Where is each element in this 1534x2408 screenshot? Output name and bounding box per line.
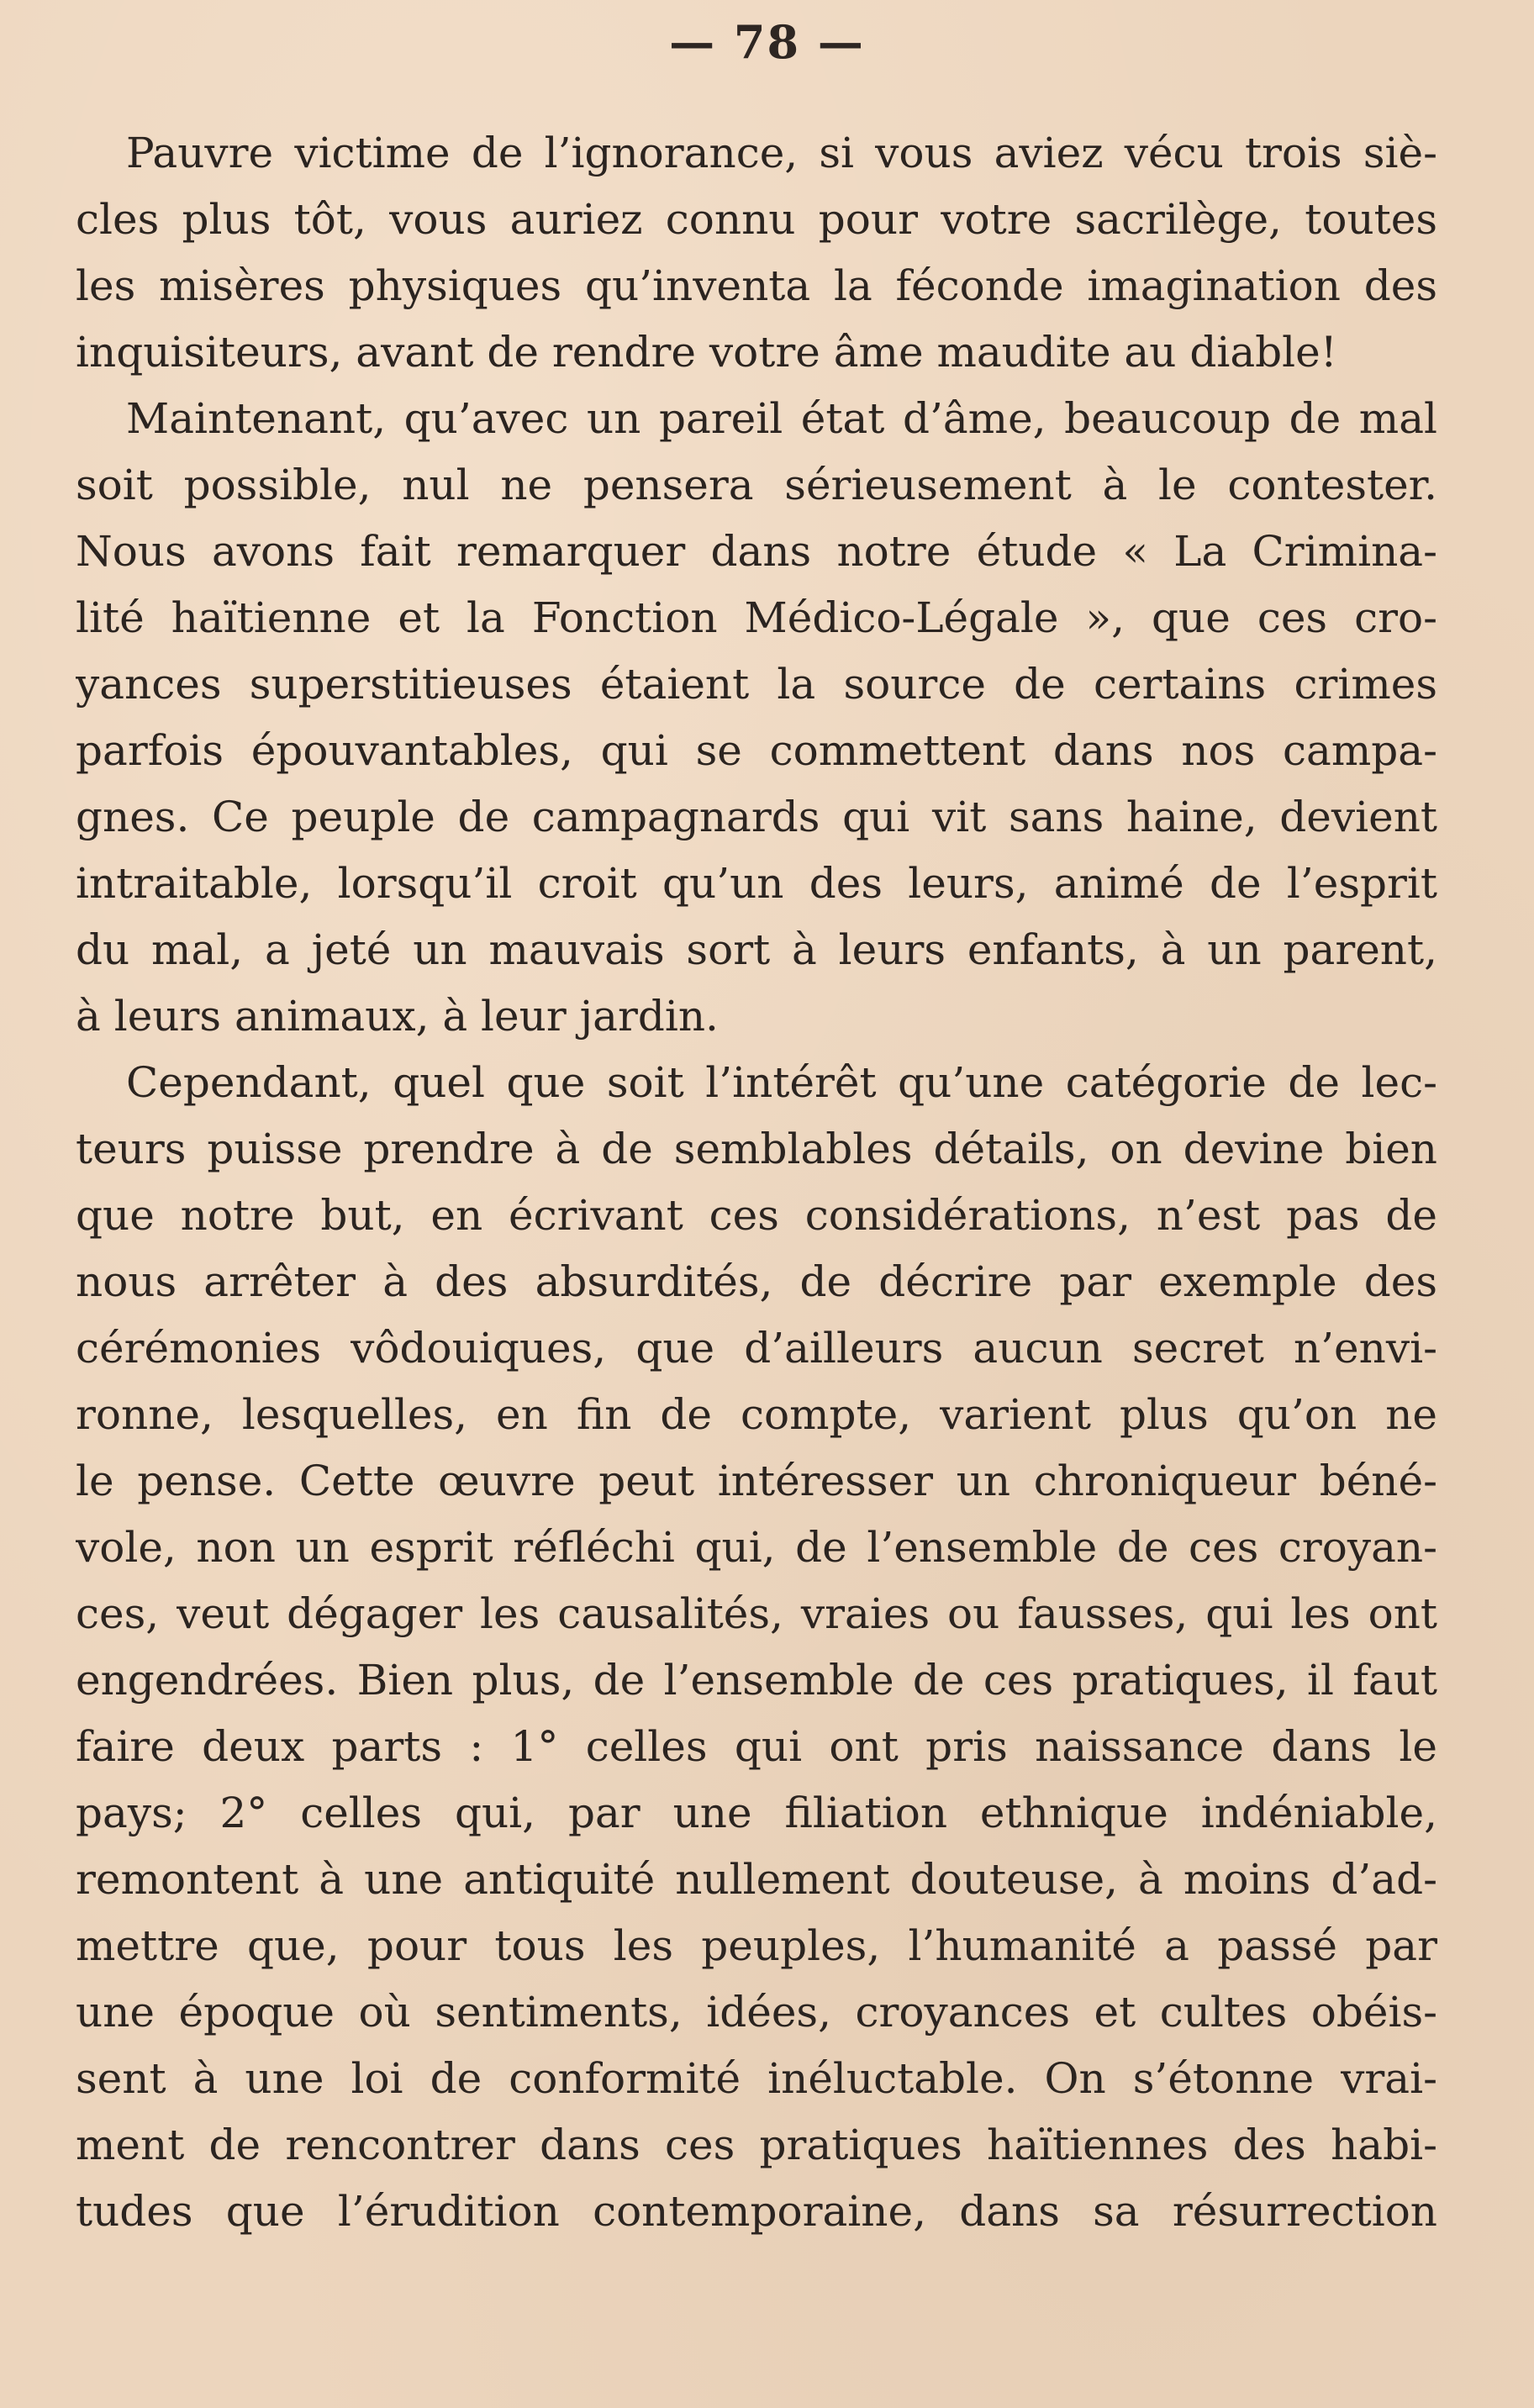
text-line: parfois épouvantables, qui se commettent dans nos campa- xyxy=(76,726,1437,775)
text-line: Pauvre victime de l’ignorance, si vous aviez vécu trois siè- xyxy=(126,129,1437,177)
text-line: engendrées. Bien plus, de l’ensemble de ces pratiques, il faut xyxy=(76,1656,1437,1705)
paragraph-3 xyxy=(76,1050,1437,2245)
text-line: teurs puisse prendre à de semblables détails, on devine bien xyxy=(76,1125,1437,1173)
text-line: lité haïtienne et la Fonction Médico-Légale », que ces cro- xyxy=(76,593,1437,642)
text-line: que notre but, en écrivant ces considérations, n’est pas de xyxy=(76,1191,1437,1240)
text-line: ment de rencontrer dans ces pratiques haïtiennes des habi- xyxy=(76,2121,1437,2169)
paragraph-2 xyxy=(76,386,1437,1050)
text-line: pays; 2° celles qui, par une filiation ethnique indéniable, xyxy=(76,1789,1437,1837)
body-text xyxy=(76,120,1437,2245)
paragraph-1 xyxy=(76,120,1437,386)
text-line: remontent à une antiquité nullement douteuse, à moins d’ad- xyxy=(76,1855,1437,1904)
text-line: gnes. Ce peuple de campagnards qui vit sans haine, devient xyxy=(76,793,1437,841)
text-line: vole, non un esprit réfléchi qui, de l’ensemble de ces croyan- xyxy=(76,1523,1437,1572)
page-number: — 78 — xyxy=(669,15,865,69)
text-line: ces, veut dégager les causalités, vraies ou fausses, qui les ont xyxy=(76,1589,1437,1638)
text-line: une époque où sentiments, idées, croyances et cultes obéis- xyxy=(76,1988,1437,2037)
text-line: Cependant, quel que soit l’intérêt qu’une catégorie de lec- xyxy=(126,1058,1437,1107)
text-line: ronne, lesquelles, en fin de compte, varient plus qu’on ne xyxy=(76,1390,1437,1439)
text-line: sent à une loi de conformité inéluctable. On s’étonne vrai- xyxy=(76,2054,1437,2103)
text-line: nous arrêter à des absurdités, de décrire par exemple des xyxy=(76,1257,1437,1306)
text-line: faire deux parts : 1° celles qui ont pris naissance dans le xyxy=(76,1722,1437,1771)
text-line: yances superstitieuses étaient la source de certains crimes xyxy=(76,660,1437,709)
text-line: Nous avons fait remarquer dans notre étude « La Crimina- xyxy=(76,527,1437,576)
text-line: Maintenant, qu’avec un pareil état d’âme, beaucoup de mal xyxy=(126,394,1437,443)
text-line: le pense. Cette œuvre peut intéresser un chroniqueur béné- xyxy=(76,1457,1437,1505)
text-line: à leurs animaux, à leur jardin. xyxy=(76,992,719,1041)
text-line: du mal, a jeté un mauvais sort à leurs enfants, à un parent, xyxy=(76,925,1437,974)
text-line: les misères physiques qu’inventa la féconde imagination des xyxy=(76,261,1437,310)
text-line: soit possible, nul ne pensera sérieusement à le contester. xyxy=(76,461,1437,509)
text-line: mettre que, pour tous les peuples, l’humanité a passé par xyxy=(76,1921,1437,1970)
text-line: cles plus tôt, vous auriez connu pour votre sacrilège, toutes xyxy=(76,195,1437,244)
text-line: intraitable, lorsqu’il croit qu’un des leurs, animé de l’esprit xyxy=(76,859,1437,908)
text-line: inquisiteurs, avant de rendre votre âme maudite au diable! xyxy=(76,328,1337,377)
text-line: tudes que l’érudition contemporaine, dans sa résurrection xyxy=(76,2187,1437,2236)
text-line: cérémonies vôdouiques, que d’ailleurs aucun secret n’envi- xyxy=(76,1324,1437,1373)
